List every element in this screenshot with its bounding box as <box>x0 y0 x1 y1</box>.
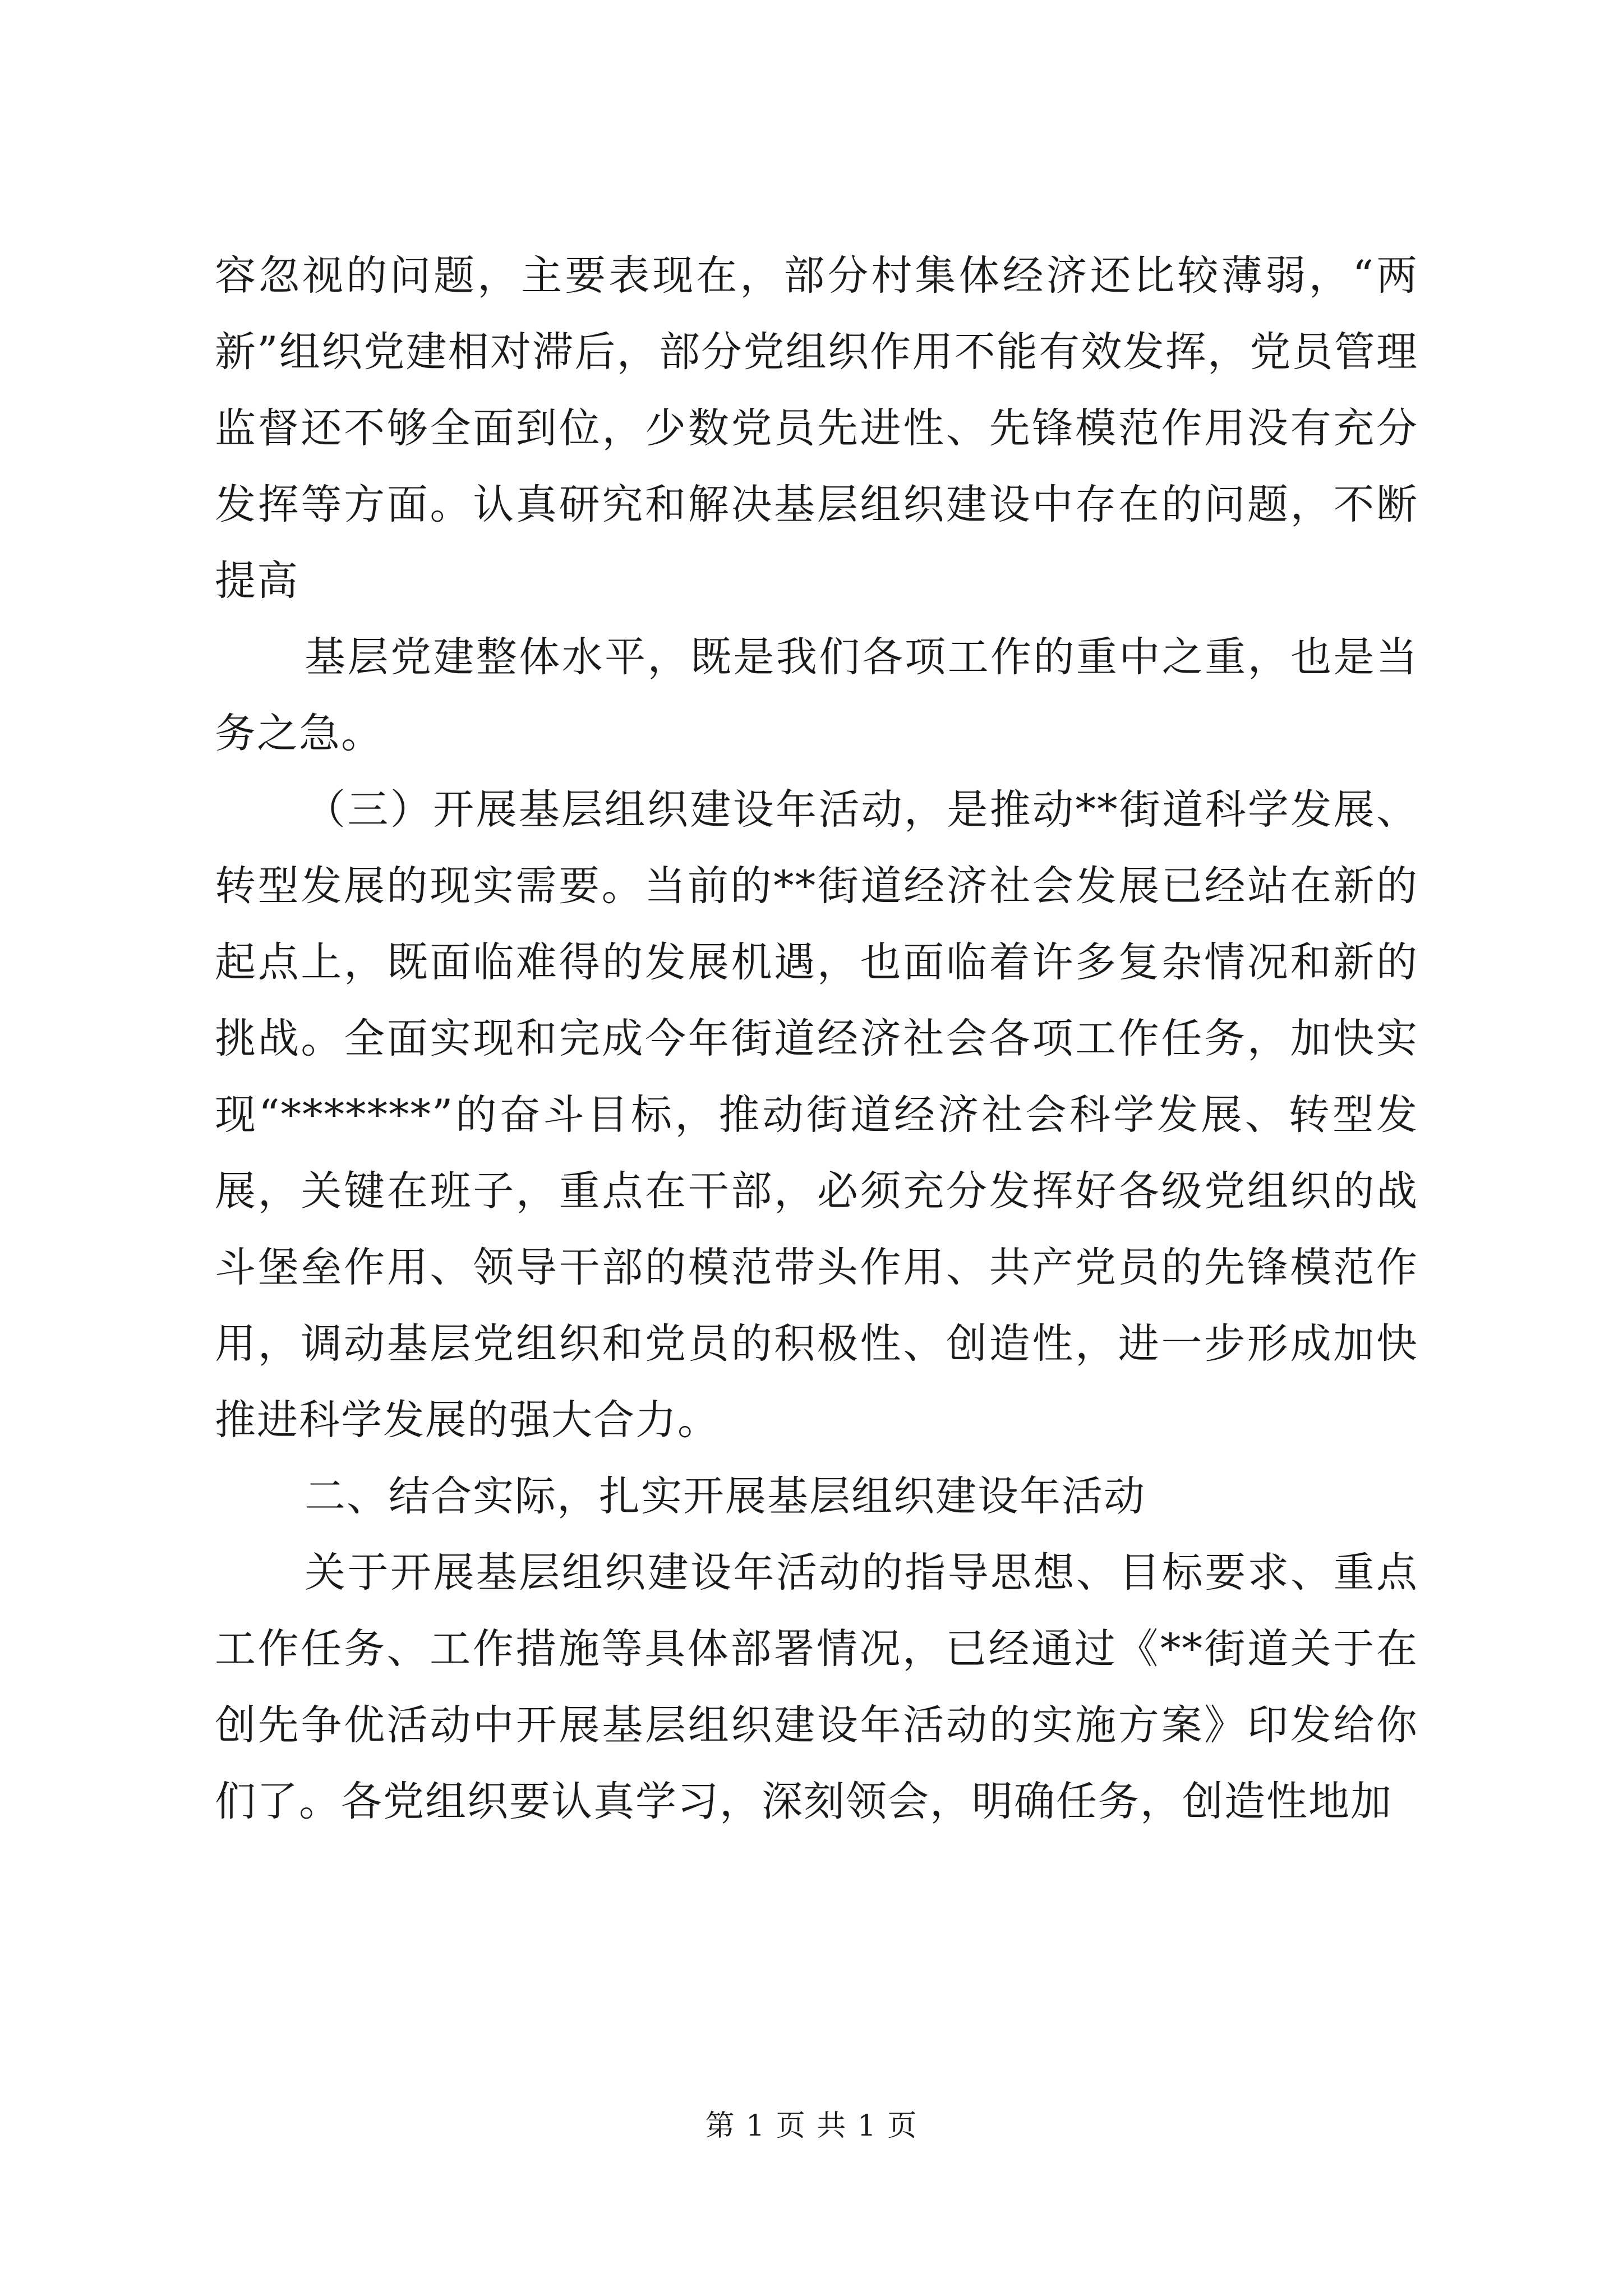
paragraph-party-building-level: 基层党建整体水平，既是我们各项工作的重中之重，也是当务之急。 <box>215 633 1418 757</box>
paragraph-section-three: （三）开展基层组织建设年活动，是推动**街道科学发展、转型发展的现实需要。当前的**街道经济社会发展已经站在新的起点上，既面临难得的发展机遇，也面临着许多复杂情况和新的挑战。全面实现和完成今年街道经济社会各项工作任务，加快实现“*******”的奋斗目标，推动街道经济社会科学发展、转型发展，关键在班子，重点在干部，必须充分发挥好各级党组织的战斗堡垒作用、领导干部的模范带头作用、共产党员的先锋模范作用，调动基层党组织和党员的积极性、创造性，进一步形成加快推进科学发展的强大合力。 <box>215 786 1418 1444</box>
paragraph-continued: 容忽视的问题，主要表现在，部分村集体经济还比较薄弱，“两新”组织党建相对滞后，部分党组织作用不能有效发挥，党员管理监督还不够全面到位，少数党员先进性、先锋模范作用没有充分发挥等方面。认真研究和解决基层组织建设中存在的问题，不断提高 <box>215 252 1418 605</box>
page-footer: 第 1 页 共 1 页 <box>705 2109 918 2143</box>
paragraph-deployment: 关于开展基层组织建设年活动的指导思想、目标要求、重点工作任务、工作措施等具体部署情况，已经通过《**街道关于在创先争优活动中开展基层组织建设年活动的实施方案》印发给你们了。各党组织要认真学习，深刻领会，明确任务，创造性地加 <box>215 1549 1418 1825</box>
document-body <box>215 238 1418 1840</box>
section-heading-two: 二、结合实际，扎实开展基层组织建设年活动 <box>305 1473 1146 1520</box>
